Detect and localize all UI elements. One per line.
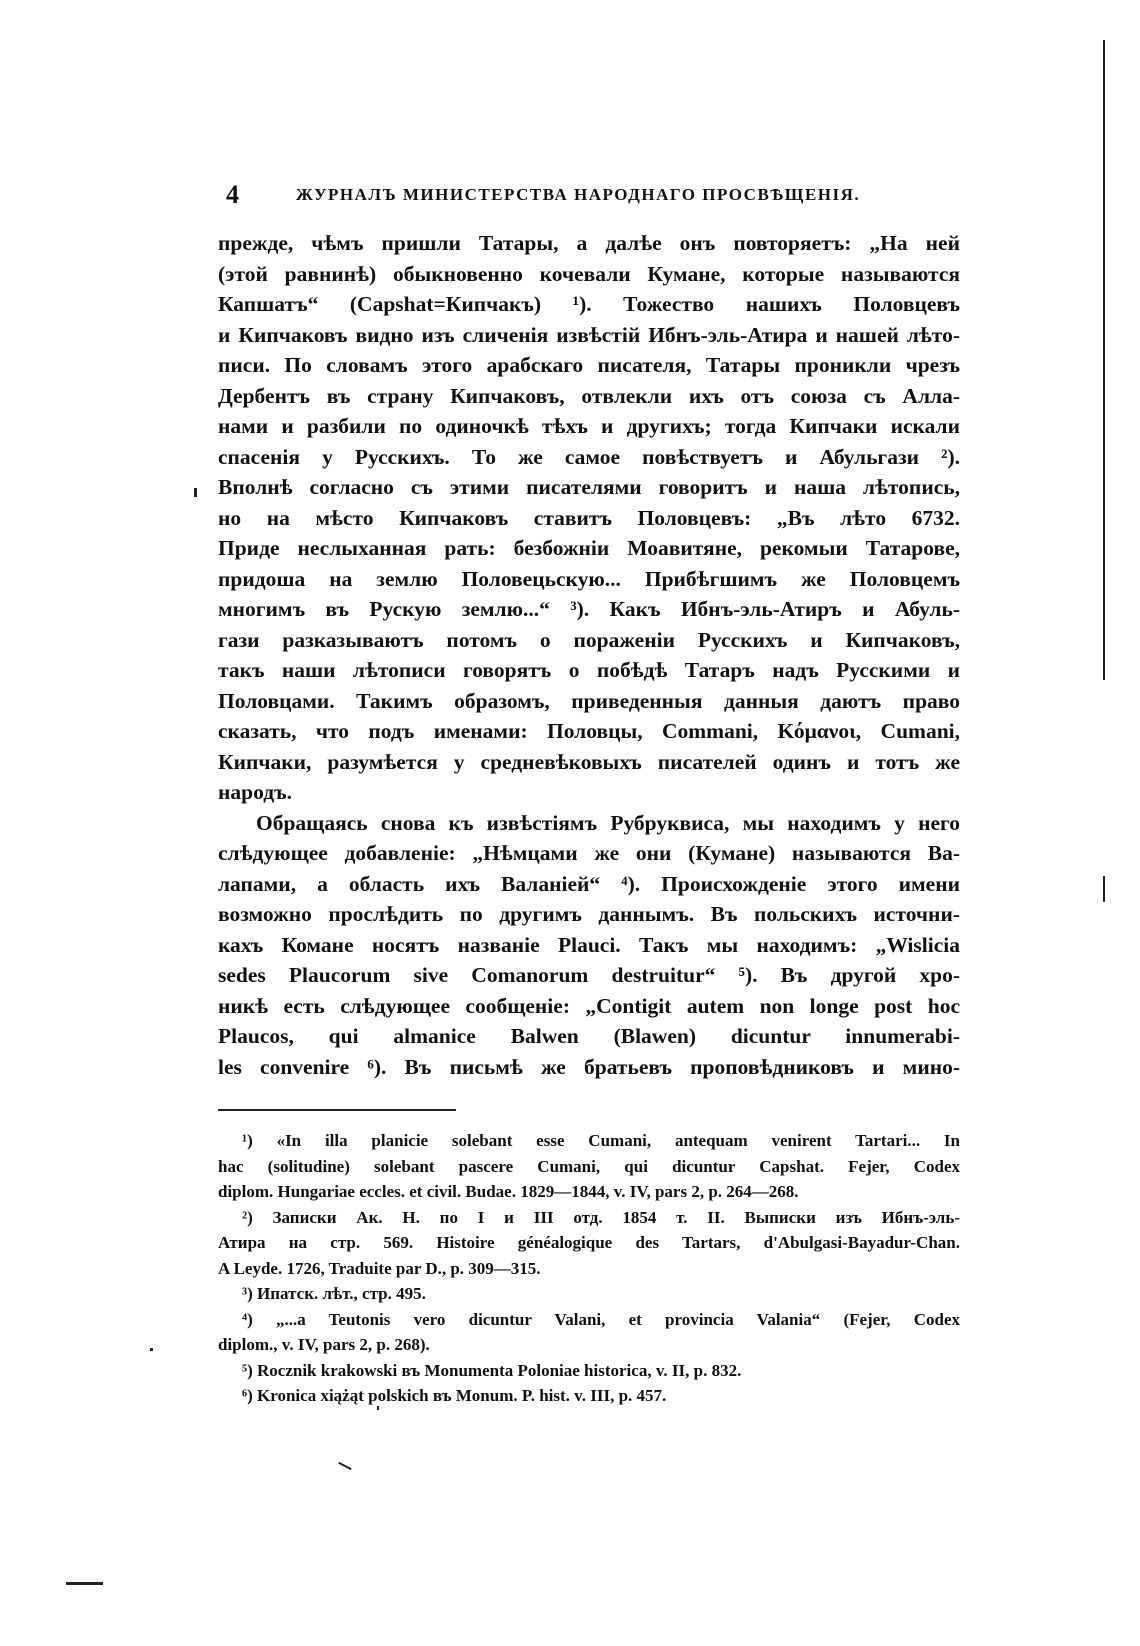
paragraph-start: Обращаясь снова къ извѣстіямъ Рубруквиса, мы находимъ у него	[256, 810, 960, 835]
text-line: прежде, чѣмъ пришли Татары, а далѣе онъ повторяетъ: „На ней	[218, 231, 960, 255]
text-line: Приде неслыханная рать: безбожніи Моавитяне, рекомыи Татарове,	[218, 536, 960, 560]
running-title: ЖУРНАЛЪ МИНИСТЕРСТВА НАРОДНАГО ПРОСВѢЩЕНІЯ.	[296, 185, 861, 204]
scan-margin-tick	[1103, 876, 1105, 902]
footnote-line: ⁴) „...a Teutonis vero dicuntur Valani, et provincia Valania“ (Fejer, Codex	[242, 1309, 960, 1329]
text-line: но на мѣсто Кипчаковъ ставитъ Половцевъ: „Въ лѣто 6732.	[218, 505, 960, 530]
text-line: и Кипчаковъ видно изъ сличенія извѣстій Ибнъ-эль-Атира и нашей лѣто-	[218, 322, 960, 347]
text-line: сказать, что подъ именами: Половцы, Commani, Κόμανοι, Cumani,	[218, 719, 960, 743]
text-line: Plaucos, qui almanice Balwen (Blawen) dicuntur innumerabi-	[218, 1024, 960, 1048]
text-line: народъ.	[218, 780, 293, 804]
text-line: спасенія у Русскихъ. То же самое повѣствуетъ и Абульгази ²).	[218, 444, 960, 469]
margin-dot	[150, 1348, 153, 1351]
text-line: многимъ въ Рускую землю...“ ³). Какъ Ибнъ-эль-Атиръ и Абуль-	[218, 597, 960, 621]
text-line: Вполнѣ согласно съ этими писателями говоритъ и наша лѣтопись,	[218, 475, 960, 499]
footnote-line: Атира на стр. 569. Histoire généalogique des Tartars, d'Abulgasi-Bayadur-Chan.	[218, 1233, 960, 1252]
footnote-line: ⁶) Kronica xiążąt polskich въ Monum. P. hist. v. III, p. 457.	[242, 1386, 667, 1405]
text-line: Половцами. Такимъ образомъ, приведенныя данныя даютъ право	[218, 688, 960, 713]
footnotes	[218, 1128, 960, 1409]
text-line: лапами, а область ихъ Валаніей“ ⁴). Происхожденіе этого имени	[218, 871, 960, 896]
text-line: les convenire ⁶). Въ письмѣ же братьевъ проповѣдниковъ и мино-	[218, 1054, 960, 1079]
footnote-line: ¹) «In illa planicie solebant esse Cumani, antequam venirent Tartari... In	[242, 1131, 960, 1150]
stray-stroke	[338, 1462, 351, 1470]
text-line: Кипчаки, разумѣется у средневѣковыхъ писателей одинъ и тотъ же	[218, 749, 960, 774]
footnote-line: ³) Ипатск. лѣт., стр. 495.	[242, 1284, 426, 1303]
footnote-line: ²) Записки Ак. Н. по I и III отд. 1854 т. II. Выписки изъ Ибнъ-эль-	[242, 1207, 960, 1227]
text-line: возможно прослѣдить по другимъ даннымъ. Въ польскихъ источни-	[218, 902, 960, 926]
footnote-line: ⁵) Rocznik krakowski въ Monumenta Poloniae historica, v. II, p. 832.	[242, 1360, 742, 1380]
text-line: кахъ Комане носятъ названіе Plauci. Такъ мы находимъ: „Wislicia	[218, 932, 960, 957]
footnote-line: hac (solitudine) solebant pascere Cumani, qui dicuntur Capshat. Fejer, Codex	[218, 1156, 960, 1176]
text-line: гази разказываютъ потомъ о пораженіи Русскихъ и Кипчаковъ,	[218, 627, 960, 652]
text-line: Капшатъ“ (Capshat=Кипчакъ) ¹). Тожество нашихъ Половцевъ	[218, 292, 960, 316]
text-line: нами и разбили по одиночкѣ тѣхъ и другихъ; тогда Кипчаки искали	[218, 414, 960, 438]
text-line: (этой равнинѣ) обыкновенно кочевали Кумане, которые называются	[218, 261, 960, 286]
text-line: слѣдующее добавленіе: „Нѣмцами же они (Кумане) называются Ва-	[218, 841, 960, 865]
text-line: Дербентъ въ страну Кипчаковъ, отвлекли ихъ отъ союза съ Алла-	[218, 383, 960, 408]
text-line: придоша на землю Половецьскую... Прибѣгшимъ же Половцемъ	[218, 566, 960, 591]
text-line: такъ наши лѣтописи говорятъ о побѣдѣ Татаръ надъ Русскими и	[218, 658, 960, 682]
text-line: никѣ есть слѣдующее сообщеніе: „Contigit autem non longe post hoc	[218, 993, 960, 1018]
footnote-line: diplom. Hungariae eccles. et civil. Budae. 1829—1844, v. IV, pars 2, p. 264—268.	[218, 1182, 799, 1201]
footnote-line: A Leyde. 1726, Traduite par D., p. 309—315.	[218, 1258, 541, 1278]
text-line: sedes Plaucorum sive Comanorum destruitur“ ⁵). Въ другой хро-	[218, 963, 960, 987]
footnote-line: diplom., v. IV, pars 2, p. 268).	[218, 1335, 430, 1354]
main-text	[218, 228, 960, 1082]
footnote-divider	[218, 1109, 456, 1111]
scan-edge-dash	[66, 1582, 103, 1585]
scan-edge-line	[1103, 40, 1105, 680]
margin-mark	[194, 488, 197, 497]
page-number: 4	[226, 180, 239, 209]
page-header	[226, 180, 966, 210]
text-line: писи. По словамъ этого арабскаго писателя, Татары проникли чрезъ	[218, 353, 960, 377]
